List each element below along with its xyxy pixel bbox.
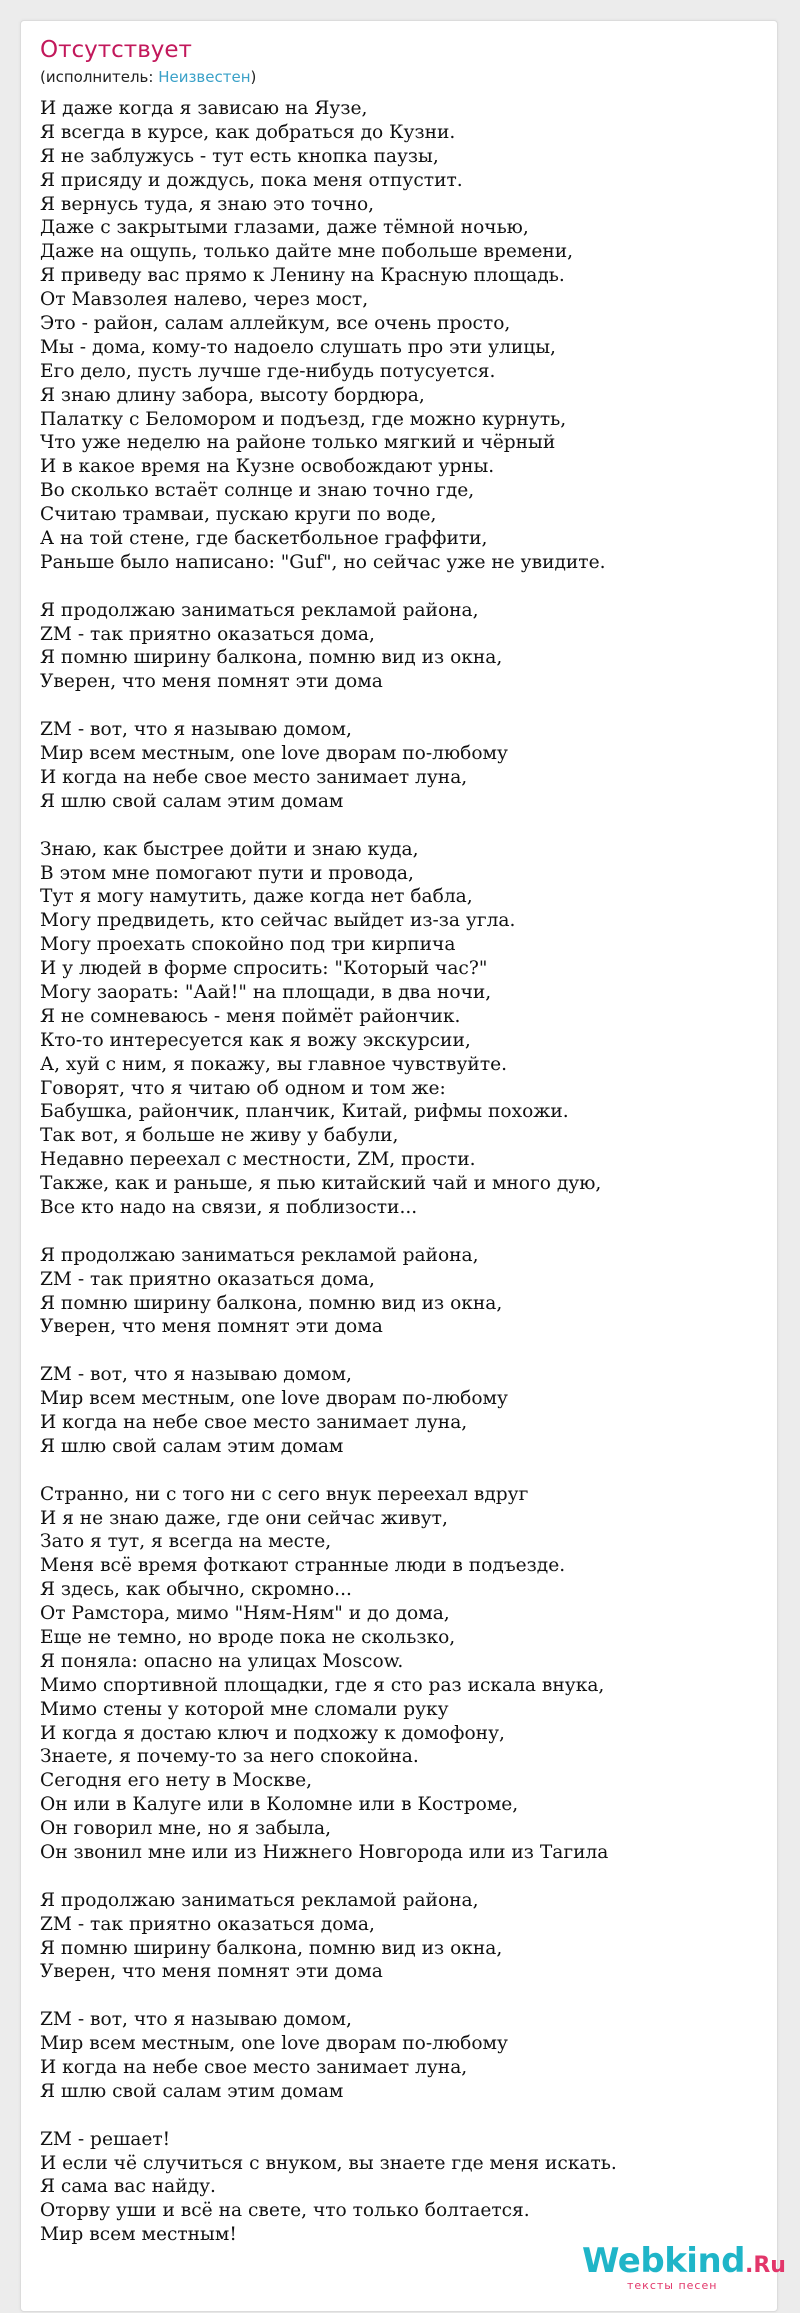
lyric-line: Мир всем местным! [40, 2224, 237, 2246]
lyric-line: Считаю трамваи, пускаю круги по воде, [40, 504, 437, 526]
lyric-line: Знаю, как быстрее дойти и знаю куда, [40, 838, 419, 860]
lyric-line: Также, как и раньше, я пью китайский чай и много дую, [40, 1173, 602, 1195]
stanza-gap [40, 575, 760, 599]
lyric-line: Я вернусь туда, я знаю это точно, [40, 193, 375, 215]
lyric-line: Что уже неделю на районе только мягкий и чёрный [40, 432, 556, 454]
lyric-line: Могу заорать: "Аай!" на площади, в два ночи, [40, 981, 492, 1003]
lyric-line: И когда на небе свое место занимает луна, [40, 766, 468, 788]
lyric-line: Я не сомневаюсь - меня поймёт райончик. [40, 1005, 461, 1027]
lyric-line: Знаете, я почему-то за него спокойна. [40, 1746, 419, 1768]
lyric-line: Говорят, что я читаю об одном и том же: [40, 1077, 446, 1099]
lyric-line: Странно, ни с того ни с сего внук переехал вдруг [40, 1483, 529, 1505]
lyric-line: И когда на небе свое место занимает луна, [40, 2057, 468, 2079]
lyrics-body [40, 97, 760, 2247]
lyric-line: А, хуй с ним, я покажу, вы главное чувствуйте. [40, 1053, 508, 1075]
lyric-line: И я не знаю даже, где они сейчас живут, [40, 1507, 448, 1529]
lyric-line: Я всегда в курсе, как добраться до Кузни. [40, 121, 456, 143]
lyric-line: Зато я тут, я всегда на месте, [40, 1531, 332, 1553]
lyric-line: ZM - так приятно оказаться дома, [40, 1913, 375, 1935]
lyric-line: ZM - вот, что я называю домом, [40, 1364, 352, 1386]
lyric-line: ZM - решает! [40, 2128, 171, 2150]
lyric-line: И у людей в форме спросить: "Который час?" [40, 958, 488, 980]
lyric-line: Уверен, что меня помнят эти дома [40, 1961, 383, 1983]
lyric-line: От Мавзолея налево, через мост, [40, 289, 369, 311]
lyric-line: Мир всем местным, one love дворам по-любому [40, 743, 508, 765]
stanza-gap [40, 1339, 760, 1363]
lyric-line: И в какое время на Кузне освобождают урны. [40, 456, 495, 478]
lyric-line: И если чё случиться с внуком, вы знаете где меня искать. [40, 2152, 617, 2174]
lyric-line: Я продолжаю заниматься рекламой района, [40, 1889, 479, 1911]
lyric-line: Меня всё время фоткают странные люди в подъезде. [40, 1555, 566, 1577]
lyric-line: ZM - так приятно оказаться дома, [40, 1268, 375, 1290]
lyric-line: Палатку с Беломором и подъезд, где можно курнуть, [40, 408, 567, 430]
lyric-line: Я здесь, как обычно, скромно... [40, 1579, 352, 1601]
stanza-gap [40, 1459, 760, 1483]
lyric-line: Еще не темно, но вроде пока не скользко, [40, 1627, 456, 1648]
lyric-line: Я шлю свой салам этим домам [40, 790, 344, 812]
lyric-line: И когда на небе свое место занимает луна, [40, 1411, 468, 1433]
lyric-line: Раньше было написано: "Guf", но сейчас уже не увидите. [40, 551, 606, 573]
lyric-line: Я приведу вас прямо к Ленину на Красную площадь. [40, 265, 565, 287]
stanza-gap [40, 1220, 760, 1244]
lyric-line: Я шлю свой салам этим домам [40, 2080, 344, 2102]
lyric-line: Могу проехать спокойно под три кирпича [40, 934, 456, 956]
lyric-line: Он звонил мне или из Нижнего Новгорода или из Тагила [40, 1842, 609, 1864]
lyric-line: Мир всем местным, one love дворам по-любому [40, 2033, 508, 2055]
lyric-line: А на той стене, где баскетбольное граффити, [40, 528, 488, 550]
lyric-line: Я помню ширину балкона, помню вид из окна, [40, 1292, 503, 1314]
lyric-line: Я продолжаю заниматься рекламой района, [40, 599, 479, 621]
song-title: Отсутствует [40, 37, 192, 63]
lyric-line: Его дело, пусть лучше где-нибудь потусуется. [40, 360, 496, 382]
lyric-line: Могу предвидеть, кто сейчас выйдет из-за угла. [40, 910, 516, 932]
logo-tagline: тексты песен [627, 2279, 718, 2292]
artist-suffix: ) [250, 68, 257, 86]
lyric-line: ZM - вот, что я называю домом, [40, 2009, 352, 2031]
lyric-line: Я присяду и дождусь, пока меня отпустит. [40, 169, 463, 191]
lyric-line: Я шлю свой салам этим домам [40, 1435, 344, 1457]
artist-line [40, 68, 256, 86]
lyric-line: От Рамстора, мимо "Ням-Ням" и до дома, [40, 1603, 450, 1625]
artist-link[interactable]: Неизвестен [158, 68, 251, 86]
lyric-line: И даже когда я зависаю на Яузе, [40, 98, 368, 119]
lyric-line: Уверен, что меня помнят эти дома [40, 1316, 383, 1338]
lyric-line: И когда я достаю ключ и подхожу к домофону, [40, 1722, 505, 1744]
lyric-line: В этом мне помогают пути и провода, [40, 862, 414, 884]
webkind-logo[interactable] [582, 2241, 786, 2292]
lyric-line: ZM - вот, что я называю домом, [40, 719, 352, 741]
lyric-line: Сегодня его нету в Москве, [40, 1770, 313, 1792]
lyric-line: Мимо спортивной площадки, где я сто раз искала внука, [40, 1674, 605, 1696]
lyric-line: Я не заблужусь - тут есть кнопка паузы, [40, 145, 439, 167]
logo-brand: Webkind [582, 2241, 745, 2281]
stanza-gap [40, 814, 760, 838]
lyric-line: Во сколько встаёт солнце и знаю точно где, [40, 480, 475, 502]
stanza-gap [40, 2104, 760, 2128]
lyric-line: Мы - дома, кому-то надоело слушать про эти улицы, [40, 336, 556, 358]
lyric-line: Я помню ширину балкона, помню вид из окна, [40, 1937, 503, 1959]
lyric-line: Я знаю длину забора, высоту бордюра, [40, 384, 425, 406]
lyric-line: Я помню ширину балкона, помню вид из окна, [40, 647, 503, 669]
lyric-line: Я поняла: опасно на улицах Moscow. [40, 1650, 404, 1672]
lyric-line: Все кто надо на связи, я поблизости... [40, 1196, 418, 1218]
lyric-line: Бабушка, райончик, планчик, Китай, рифмы похожи. [40, 1101, 569, 1123]
lyric-line: Тут я могу намутить, даже когда нет бабла, [40, 886, 473, 908]
lyric-line: Он говорил мне, но я забыла, [40, 1818, 332, 1840]
lyric-line: Это - район, салам аллейкум, все очень просто, [40, 313, 511, 335]
lyric-line: Уверен, что меня помнят эти дома [40, 671, 383, 693]
stanza-gap [40, 1865, 760, 1889]
lyric-line: Оторву уши и всё на свете, что только болтается. [40, 2200, 530, 2222]
lyric-line: Недавно переехал с местности, ZM, прости. [40, 1149, 476, 1171]
stanza-gap [40, 1984, 760, 2008]
stanza-gap [40, 694, 760, 718]
lyric-line: Я сама вас найду. [40, 2176, 216, 2198]
lyric-line: ZM - так приятно оказаться дома, [40, 623, 375, 645]
lyric-line: Даже на ощупь, только дайте мне побольше времени, [40, 241, 574, 263]
lyric-line: Кто-то интересуется как я вожу экскурсии, [40, 1029, 471, 1051]
logo-tld: .Ru [745, 2253, 786, 2278]
lyric-line: Даже с закрытыми глазами, даже тёмной ночью, [40, 217, 529, 239]
lyric-line: Мир всем местным, one love дворам по-любому [40, 1388, 508, 1410]
lyric-line: Он или в Калуге или в Коломне или в Костроме, [40, 1794, 519, 1816]
artist-prefix: (исполнитель: [40, 68, 159, 86]
lyric-line: Так вот, я больше не живу у бабули, [40, 1125, 399, 1147]
lyric-line: Я продолжаю заниматься рекламой района, [40, 1244, 479, 1266]
lyric-line: Мимо стены у которой мне сломали руку [40, 1698, 449, 1720]
